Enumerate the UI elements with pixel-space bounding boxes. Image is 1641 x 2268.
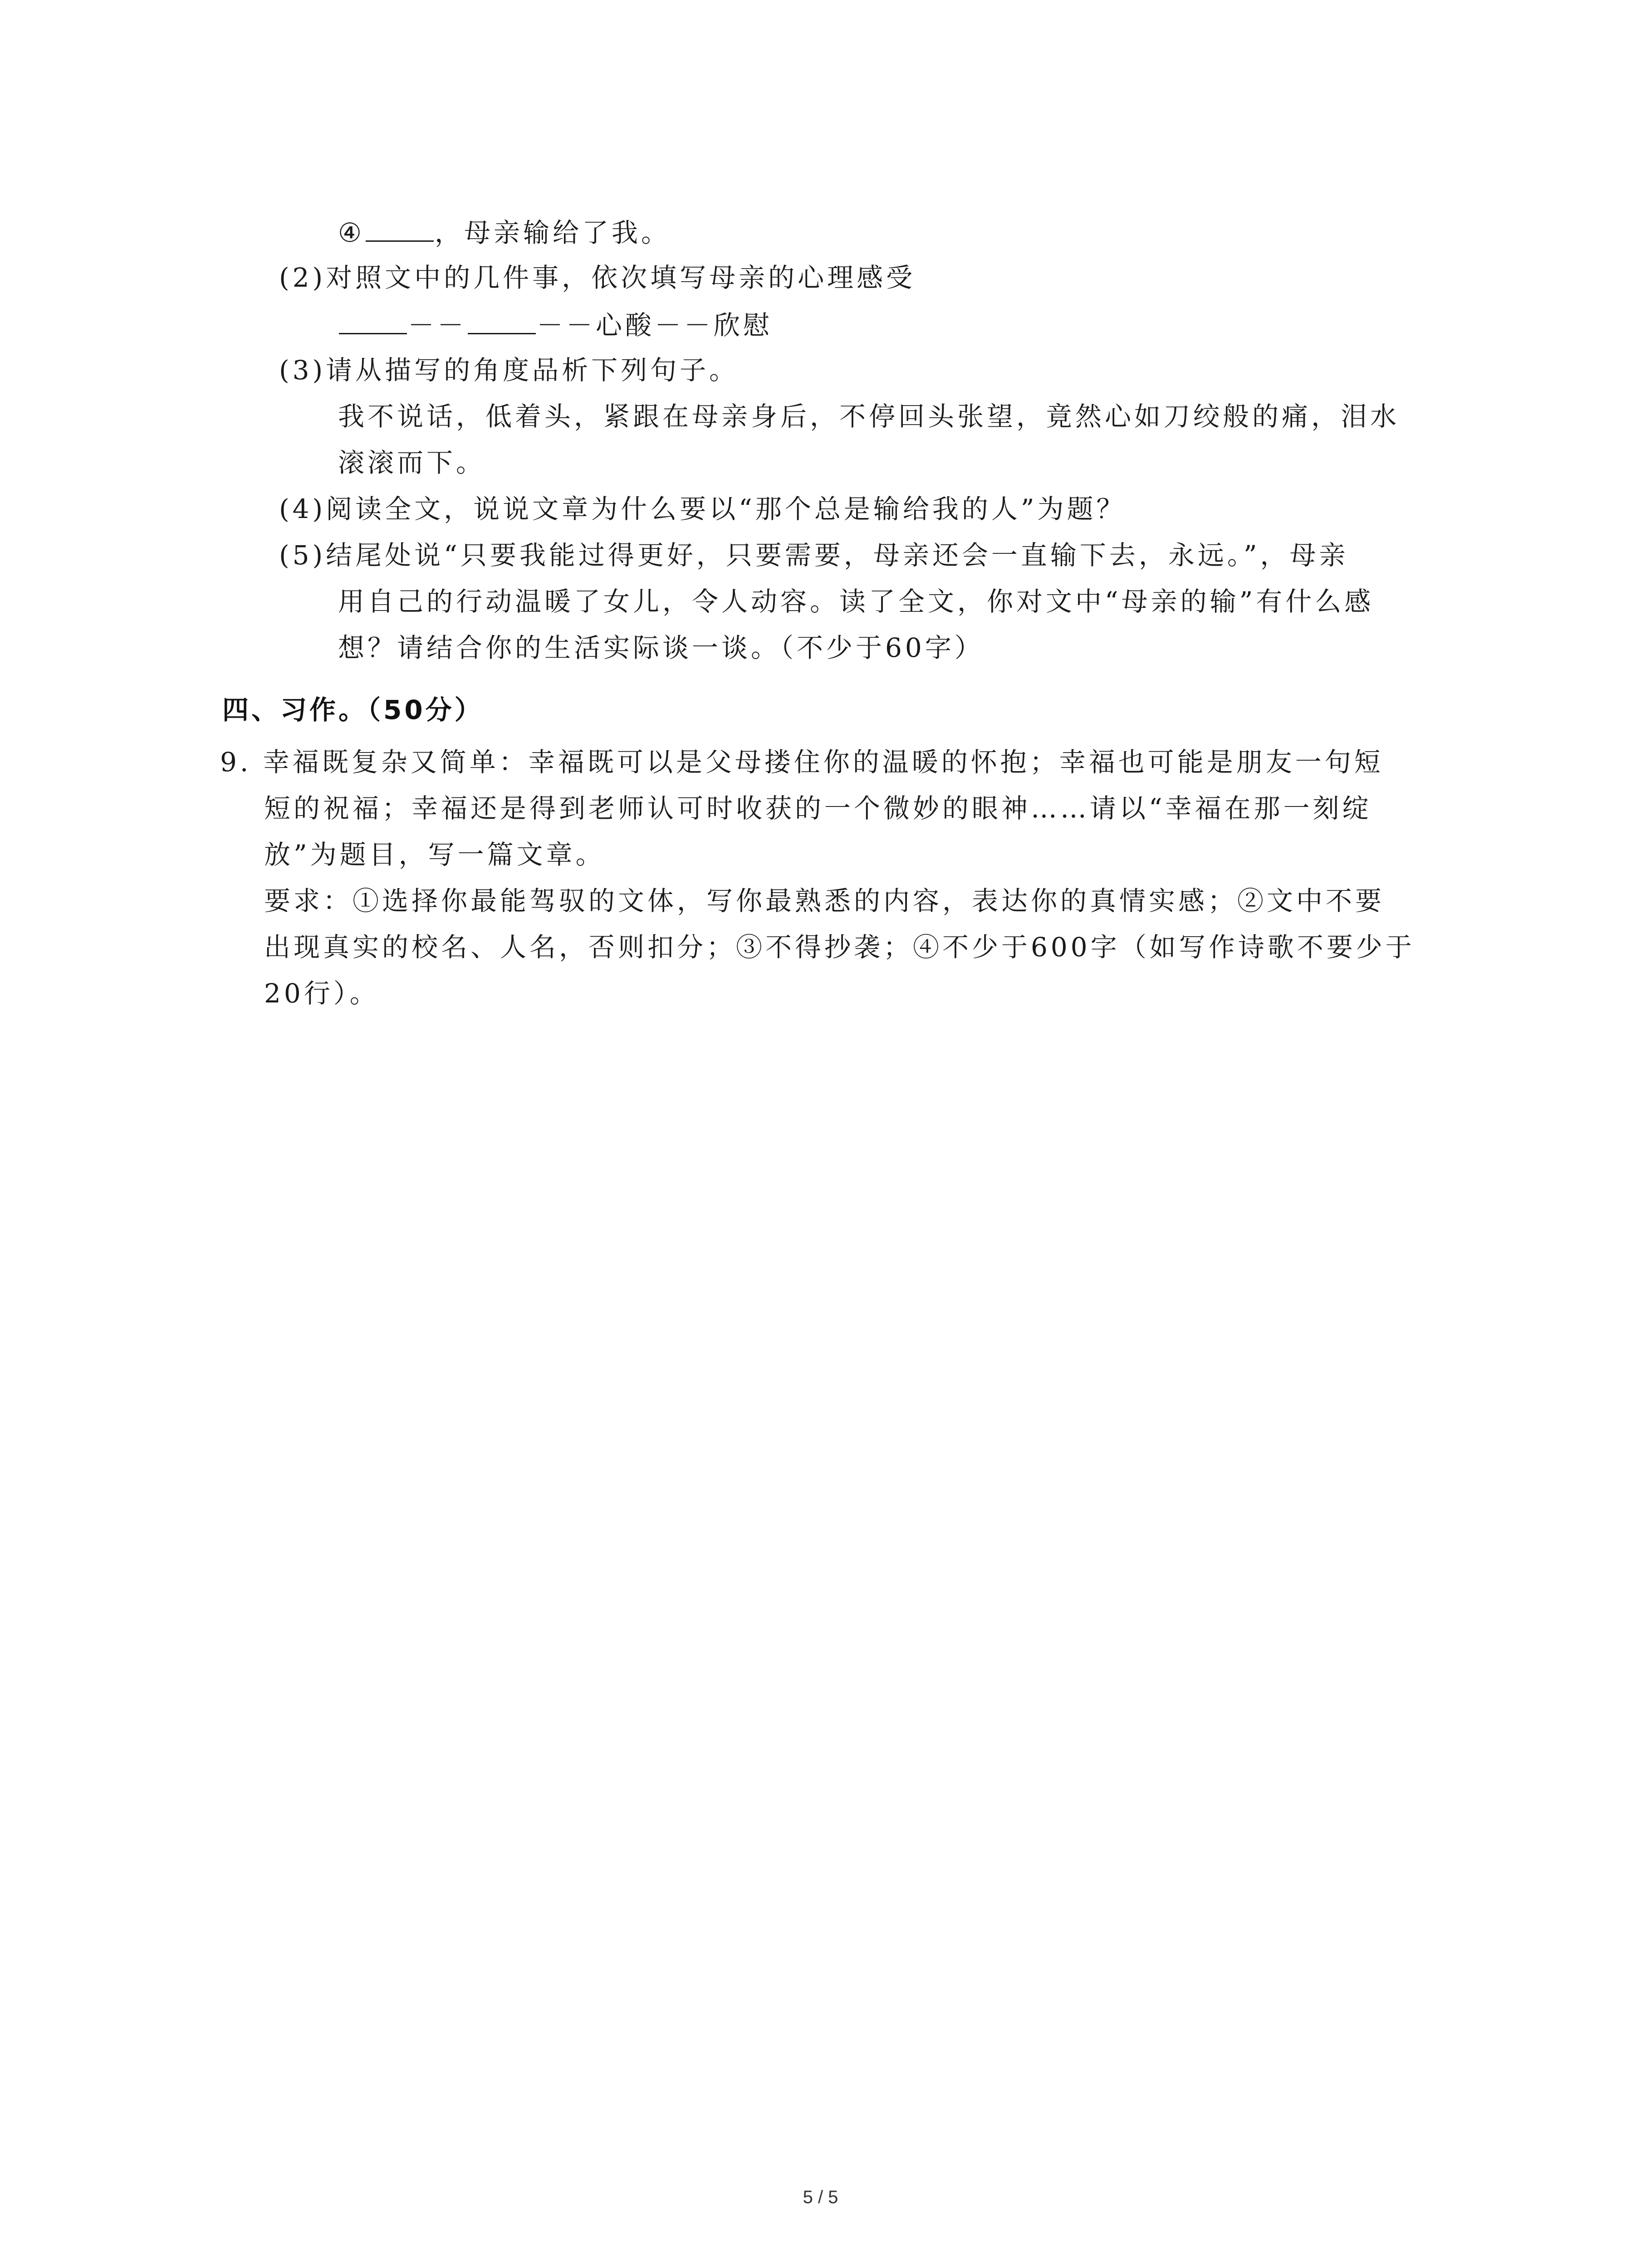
- requirements-line-2: 出现真实的校名、人名，否则扣分；③不得抄袭；④不少于600字（如写作诗歌不要少于: [264, 932, 1415, 963]
- part-5-line-3: 想？请结合你的生活实际谈一谈。（不少于60字）: [338, 632, 984, 663]
- item-4-text: ，母亲输给了我。: [435, 217, 671, 248]
- q9-line-1: [220, 744, 1384, 780]
- quote-line-2: 滚滚而下。: [338, 447, 486, 478]
- part-3-label: (3): [279, 355, 326, 386]
- q8-part-4: [279, 491, 1126, 527]
- feelings-text: －－心酸－－欣慰: [537, 310, 773, 341]
- page-number: 5 / 5: [803, 2187, 838, 2207]
- q9-line-3: 放”为题目，写一篇文章。: [264, 839, 605, 870]
- part-5-line-2: 用自己的行动温暖了女儿，令人动容。读了全文，你对文中“母亲的输”有什么感: [338, 586, 1374, 617]
- quote-line-1: 我不说话，低着头，紧跟在母亲身后，不停回头张望，竟然心如刀绞般的痛，泪水: [338, 401, 1400, 432]
- q8-part-3: [279, 352, 739, 388]
- q9-line-2: 短的祝福；幸福还是得到老师认可时收获的一个微妙的眼神……请以“幸福在那一刻绽: [264, 793, 1372, 824]
- part-2-text: 对照文中的几件事，依次填写母亲的心理感受: [326, 262, 916, 293]
- part-4-text: 阅读全文，说说文章为什么要以“那个总是输给我的人”为题？: [326, 494, 1126, 524]
- part-3-text: 请从描写的角度品析下列句子。: [326, 355, 739, 386]
- part-5-label: (5): [279, 540, 326, 571]
- answer-blank[interactable]: [468, 306, 536, 334]
- section-heading: 四、习作。（50分）: [222, 694, 484, 725]
- part-2-label: (2): [279, 262, 326, 293]
- question-number: 9.: [220, 747, 252, 777]
- q8-part-2-fill-line: [338, 306, 773, 343]
- q8-item-4: [338, 213, 671, 251]
- item-4-marker: ④: [338, 217, 365, 248]
- requirements-line-1: 要求：①选择你最能驾驭的文体，写你最熟悉的内容，表达你的真情实感；②文中不要: [264, 885, 1385, 916]
- q8-part-2: [279, 259, 916, 296]
- dash-separator: －－: [408, 310, 467, 341]
- requirements-line-3: 20行）。: [264, 978, 379, 1009]
- q8-part-5: [279, 537, 1348, 573]
- part-4-label: (4): [279, 494, 326, 524]
- answer-blank[interactable]: [366, 213, 434, 242]
- answer-blank[interactable]: [339, 306, 407, 334]
- part-5-line-1: 结尾处说“只要我能过得更好，只要需要，母亲还会一直输下去，永远。”，母亲: [326, 540, 1349, 571]
- q9-text-1: 幸福既复杂又简单：幸福既可以是父母搂住你的温暖的怀抱；幸福也可能是朋友一句短: [263, 747, 1384, 777]
